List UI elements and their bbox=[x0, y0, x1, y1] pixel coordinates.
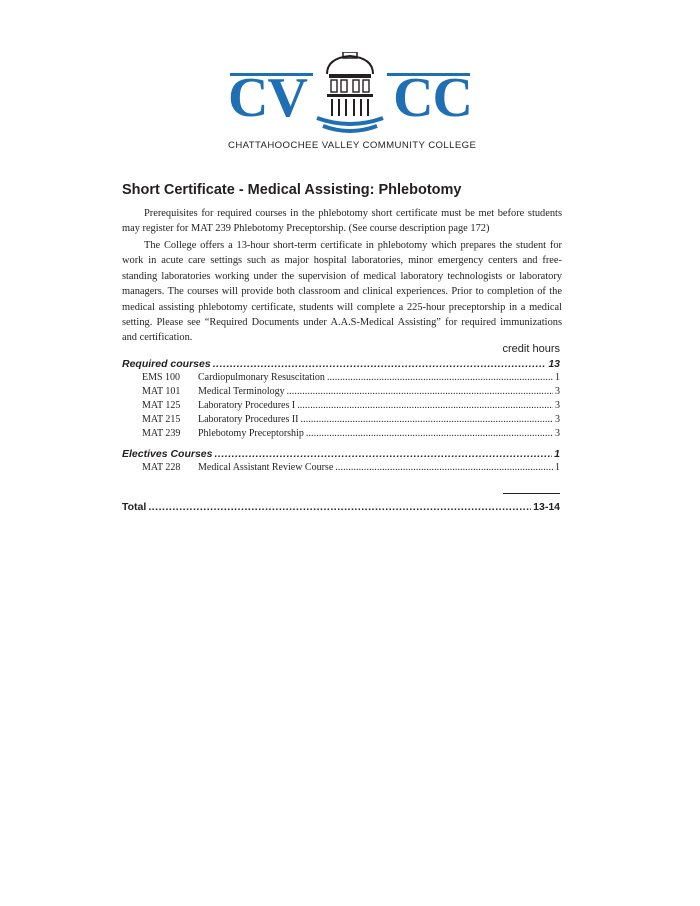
course-name: Medical Assistant Review Course bbox=[198, 462, 334, 473]
course-code: EMS 100 bbox=[142, 372, 181, 383]
course-row bbox=[122, 399, 560, 413]
course-name: Laboratory Procedures II bbox=[198, 414, 299, 425]
course-code: MAT 239 bbox=[142, 428, 181, 439]
course-name: Cardiopulmonary Resuscitation bbox=[198, 372, 325, 383]
section-hours: 13 bbox=[548, 358, 560, 370]
college-name: CHATTAHOOCHEE VALLEY COMMUNITY COLLEGE bbox=[228, 140, 477, 151]
electives-header bbox=[122, 447, 560, 461]
college-logo bbox=[228, 52, 477, 156]
total-label: Total bbox=[122, 501, 147, 513]
course-row bbox=[122, 413, 560, 427]
prerequisites-paragraph: Prerequisites for required courses in the phlebotomy short certificate must be met before students may register for MAT 239 Phlebotomy Preceptorship. (See course description page 172) bbox=[122, 208, 562, 235]
credit-hours-header: credit hours bbox=[502, 343, 560, 355]
course-code: MAT 228 bbox=[142, 462, 181, 473]
course-row bbox=[122, 371, 560, 385]
course-row bbox=[122, 427, 560, 441]
course-row bbox=[122, 385, 560, 399]
building-icon bbox=[313, 52, 387, 136]
course-code: MAT 101 bbox=[142, 386, 181, 397]
course-name: Phlebotomy Preceptorship bbox=[198, 428, 304, 439]
section-hours: 1 bbox=[554, 448, 560, 460]
program-description-paragraph: The College offers a 13-hour short-term certificate in phlebotomy which prepares the student for work in acute care settings such as major hospital laboratories, minor emergency centers and free-standing laboratories working under the supervision of medical laboratory technologists or laboratory managers. The courses will provide both classroom and clinical experiences. Prior to completion of the medical assisting phlebotomy certificate, students will complete a 225-hour preceptorship in a medical setting. Please see “Required Documents under A.A.S-Medical Assisting” for required immunizations and certification. bbox=[122, 240, 562, 344]
page-title: Short Certificate - Medical Assisting: Phlebotomy bbox=[122, 182, 462, 198]
course-hours: 3 bbox=[555, 386, 560, 397]
course-hours: 1 bbox=[555, 462, 560, 473]
total-row bbox=[122, 500, 560, 514]
course-hours: 3 bbox=[555, 400, 560, 411]
course-row bbox=[122, 461, 560, 475]
course-hours: 3 bbox=[555, 428, 560, 439]
total-rule bbox=[503, 493, 560, 494]
course-code: MAT 125 bbox=[142, 400, 181, 411]
logo-letters-left: CV bbox=[228, 67, 307, 129]
total-hours: 13-14 bbox=[533, 501, 560, 513]
course-name: Laboratory Procedures I bbox=[198, 400, 296, 411]
section-label: Required courses bbox=[122, 358, 211, 370]
logo-letters-right: CC bbox=[393, 67, 472, 129]
course-hours: 3 bbox=[555, 414, 560, 425]
course-hours: 1 bbox=[555, 372, 560, 383]
required-courses-header bbox=[122, 357, 560, 371]
section-label: Electives Courses bbox=[122, 448, 213, 460]
course-name: Medical Terminology bbox=[198, 386, 285, 397]
course-code: MAT 215 bbox=[142, 414, 181, 425]
